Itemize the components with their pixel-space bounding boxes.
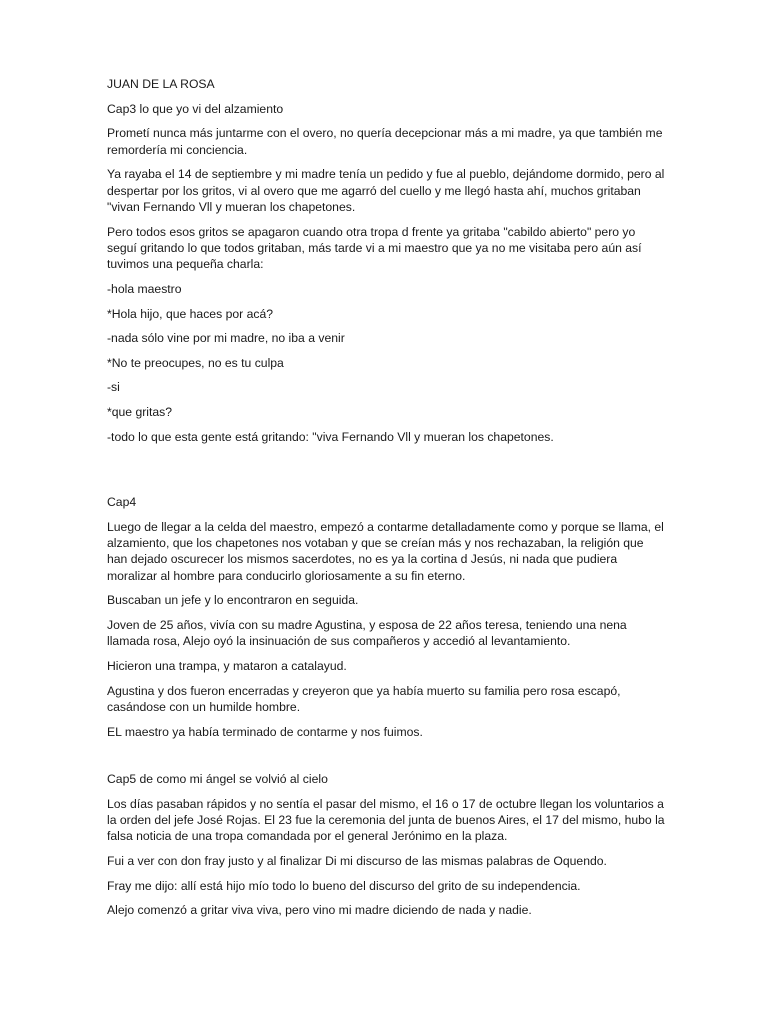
paragraph: Agustina y dos fueron encerradas y creyeron que ya había muerto su familia pero rosa escapó, casándose con un humilde hombre.	[107, 683, 621, 714]
paragraph: Ya rayaba el 14 de septiembre y mi madre tenía un pedido y fue al pueblo, dejándome dormido, pero al despertar por los gritos, vi al overo que me agarró del cuello y me llegó hasta ahí, muchos gritaban "vivan Fernando Vll y mueran los chapetones.	[107, 167, 665, 214]
paragraph: Luego de llegar a la celda del maestro, empezó a contarme detalladamente como y porque se llama, el alzamiento, que los chapetones nos votaban y que se creían más y nos rechazaban, la religión que han dejado oscurecer los mismos sacerdotes, no es ya la cortina d Jesús, ni nada que pudiera moralizar al hombre para conducirlo gloriosamente a su fin eterno.	[107, 519, 664, 583]
dialogue-line: -hola maestro	[107, 282, 182, 296]
paragraph: Prometí nunca más juntarme con el overo, no quería decepcionar más a mi madre, ya que también me remordería mi conciencia.	[107, 126, 663, 157]
dialogue-line: -todo lo que esta gente está gritando: "viva Fernando Vll y mueran los chapetones.	[107, 429, 554, 444]
chapter-4-heading: Cap4	[107, 494, 137, 509]
paragraph: Pero todos esos gritos se apagaron cuando otra tropa d frente ya gritaba "cabildo abierto" pero yo seguí gritando lo que todos gritaban, más tarde vi a mi maestro que ya no me visitaba pero aún así tuvimos una pequeña charla:	[107, 224, 642, 272]
paragraph: EL maestro ya había terminado de contarme y nos fuimos.	[107, 724, 423, 739]
paragraph: Alejo comenzó a gritar viva viva, pero vino mi madre diciendo de nada y nadie.	[107, 903, 532, 918]
paragraph: Buscaban un jefe y lo encontraron en seguida.	[107, 593, 359, 608]
dialogue-line: -nada sólo vine por mi madre, no iba a venir	[107, 331, 345, 346]
dialogue-line: *que gritas?	[107, 404, 173, 419]
paragraph: Joven de 25 años, vivía con su madre Agustina, y esposa de 22 años teresa, teniendo una nena llamada rosa, Alejo oyó la insinuación de sus compañeros y accedió al levantamiento.	[107, 617, 627, 649]
chapter-3-heading: Cap3 lo que yo vi del alzamiento	[107, 101, 284, 116]
document-title: JUAN DE LA ROSA	[107, 77, 215, 91]
dialogue-line: *Hola hijo, que haces por acá?	[107, 306, 273, 321]
paragraph: Los días pasaban rápidos y no sentía el pasar del mismo, el 16 o 17 de octubre llegan los voluntarios a la orden del jefe José Rojas. El 23 fue la ceremonia del junta de buenos Aires, el 17 del mismo, hubo la falsa noticia de una tropa comandada por el general Jerónimo en la plaza.	[107, 796, 665, 844]
dialogue-line: *No te preocupes, no es tu culpa	[107, 355, 284, 370]
paragraph: Hicieron una trampa, y mataron a catalayud.	[107, 658, 347, 673]
document-body	[107, 76, 667, 927]
paragraph: Fray me dijo: allí está hijo mío todo lo bueno del discurso del grito de su independencia.	[107, 878, 581, 893]
chapter-5-heading: Cap5 de como mi ángel se volvió al cielo	[107, 771, 328, 786]
dialogue-line: -si	[107, 380, 120, 395]
paragraph: Fui a ver con don fray justo y al finalizar Di mi discurso de las mismas palabras de Oquendo.	[107, 853, 607, 868]
